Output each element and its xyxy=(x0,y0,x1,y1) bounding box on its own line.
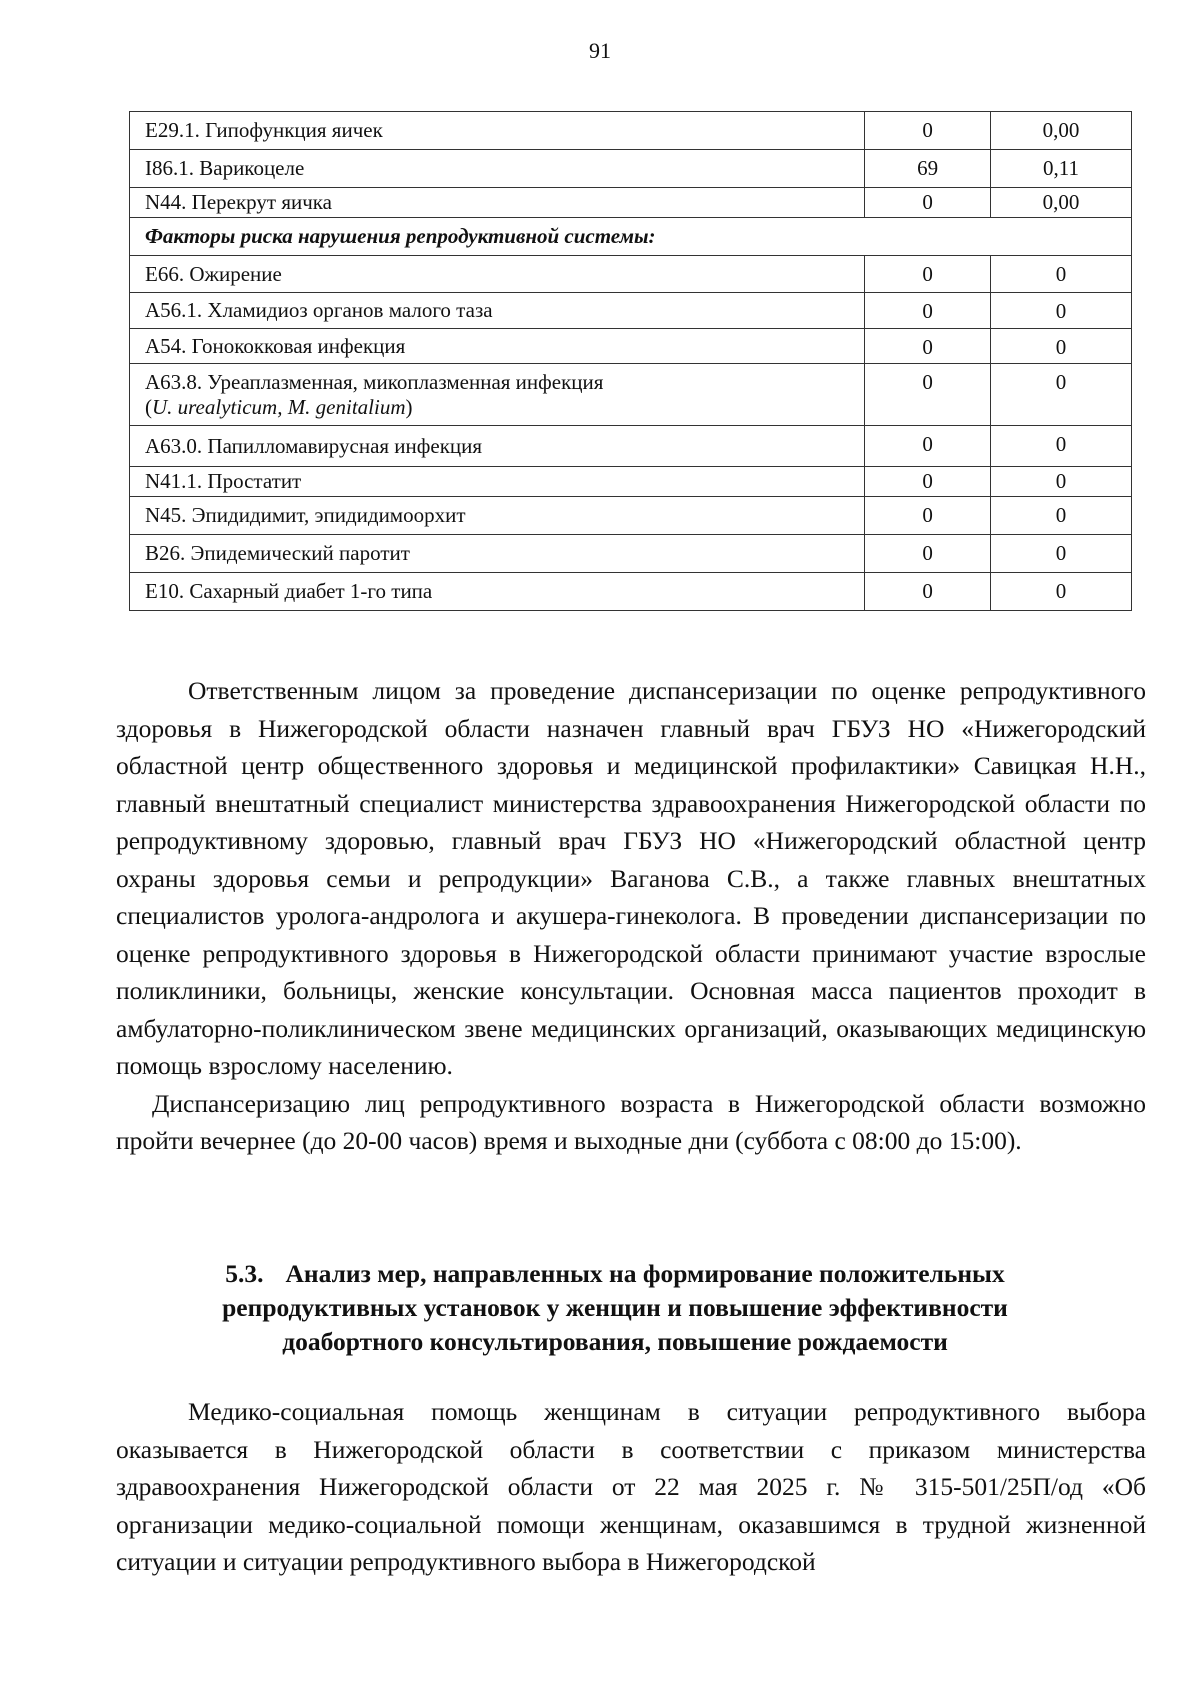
diagnosis-name: A63.0. Папилломавирусная инфекция xyxy=(130,426,865,467)
table-row xyxy=(130,188,1132,218)
diagnosis-percent: 0 xyxy=(990,293,1131,329)
diagnosis-name: E10. Сахарный диабет 1-го типа xyxy=(130,573,865,611)
body-text-block-2 xyxy=(116,1393,1146,1581)
diagnosis-count: 0 xyxy=(865,188,991,218)
diagnosis-name: N41.1. Простатит xyxy=(130,467,865,497)
table-row xyxy=(130,112,1132,150)
paragraph-schedule: Диспансеризацию лиц репродуктивного возраста в Нижегородской области возможно пройти вечернее (до 20-00 часов) время и выходные дни (суббота с 08:00 до 15:00). xyxy=(116,1088,1146,1155)
diagnosis-percent: 0 xyxy=(990,256,1131,293)
diagnosis-name: N45. Эпидидимит, эпидидимоорхит xyxy=(130,497,865,535)
diagnosis-count: 69 xyxy=(865,150,991,188)
diagnosis-percent: 0 xyxy=(990,573,1131,611)
diagnosis-count: 0 xyxy=(865,329,991,364)
paren-open: ( xyxy=(145,394,152,419)
diagnosis-percent: 0 xyxy=(990,497,1131,535)
table-row xyxy=(130,293,1132,329)
diagnosis-count: 0 xyxy=(865,573,991,611)
diagnosis-count: 0 xyxy=(865,293,991,329)
diagnosis-percent: 0,00 xyxy=(990,112,1131,150)
diagnosis-count: 0 xyxy=(865,497,991,535)
diagnosis-table xyxy=(129,111,1132,611)
diagnosis-name: B26. Эпидемический паротит xyxy=(130,535,865,573)
diagnosis-name: A56.1. Хламидиоз органов малого таза xyxy=(130,293,865,329)
table-row xyxy=(130,535,1132,573)
table-row xyxy=(130,497,1132,535)
table-row xyxy=(130,467,1132,497)
page-number: 91 xyxy=(589,38,611,63)
heading-line2: репродуктивных установок у женщин и повышение эффективности xyxy=(222,1293,1008,1322)
diagnosis-name: E66. Ожирение xyxy=(130,256,865,293)
table-row xyxy=(130,364,1132,426)
diagnosis-count: 0 xyxy=(865,467,991,497)
diagnosis-count: 0 xyxy=(865,426,991,467)
diagnosis-percent: 0 xyxy=(990,535,1131,573)
diagnosis-name xyxy=(130,364,865,426)
paragraph-medical-social-help: Медико-социальная помощь женщинам в ситуации репродуктивного выбора оказывается в Нижегородской области в соответствии с приказом министерства здравоохранения Нижегородской области от 22 мая 2025 г. № 315-501/25П/од «Об организации медико-социальной помощи женщинам, оказавшимся в трудной жизненной ситуации и ситуации репродуктивного выбора в Нижегородской xyxy=(116,1397,1146,1576)
diagnosis-count: 0 xyxy=(865,364,991,426)
heading-line3: доабортного консультирования, повышение рождаемости xyxy=(282,1327,948,1356)
section-title: Факторы риска нарушения репродуктивной системы: xyxy=(130,218,1132,256)
diagnosis-name-line1: A63.8. Уреаплазменная, микоплазменная инфекция xyxy=(145,369,604,394)
section-heading xyxy=(140,1257,1090,1359)
table-row xyxy=(130,573,1132,611)
heading-line1: Анализ мер, направленных на формирование положительных xyxy=(285,1259,1005,1288)
paren-close: ) xyxy=(405,394,413,419)
table-row xyxy=(130,426,1132,467)
diagnosis-percent: 0 xyxy=(990,467,1131,497)
diagnosis-percent: 0,11 xyxy=(990,150,1131,188)
diagnosis-name: E29.1. Гипофункция яичек xyxy=(130,112,865,150)
diagnosis-percent: 0,00 xyxy=(990,188,1131,218)
diagnosis-count: 0 xyxy=(865,256,991,293)
diagnosis-count: 0 xyxy=(865,535,991,573)
diagnosis-percent: 0 xyxy=(990,364,1131,426)
diagnosis-percent: 0 xyxy=(990,329,1131,364)
table-row xyxy=(130,329,1132,364)
diagnosis-percent: 0 xyxy=(990,426,1131,467)
diagnosis-count: 0 xyxy=(865,112,991,150)
table-section-row xyxy=(130,218,1132,256)
section-number: 5.3. xyxy=(225,1259,264,1288)
diagnosis-name: I86.1. Варикоцеле xyxy=(130,150,865,188)
pathogen-names: U. urealyticum, M. genitalium xyxy=(152,394,406,419)
table-row xyxy=(130,256,1132,293)
diagnosis-name: A54. Гонококковая инфекция xyxy=(130,329,865,364)
body-text-block-1 xyxy=(116,672,1146,1160)
paragraph-responsible-persons: Ответственным лицом за проведение диспансеризации по оценке репродуктивного здоровья в Нижегородской области назначен главный врач ГБУЗ НО «Нижегородский областной центр общественного здоровья и медицинской профилактики» Савицкая Н.Н., главный внештатный специалист министерства здравоохранения Нижегородской области по репродуктивному здоровью, главный врач ГБУЗ НО «Нижегородский областной центр охраны здоровья семьи и репродукции» Ваганова С.В., а также главных внештатных специалистов уролога-андролога и акушера-гинеколога. В проведении диспансеризации по оценке репродуктивного здоровья в Нижегородской области принимают участие взрослые поликлиники, больницы, женские консультации. Основная масса пациентов проходит в амбулаторно-поликлиническом звене медицинских организаций, оказывающих медицинскую помощь взрослому населению. xyxy=(116,676,1146,1080)
diagnosis-name: N44. Перекрут яичка xyxy=(130,188,865,218)
table-row xyxy=(130,150,1132,188)
